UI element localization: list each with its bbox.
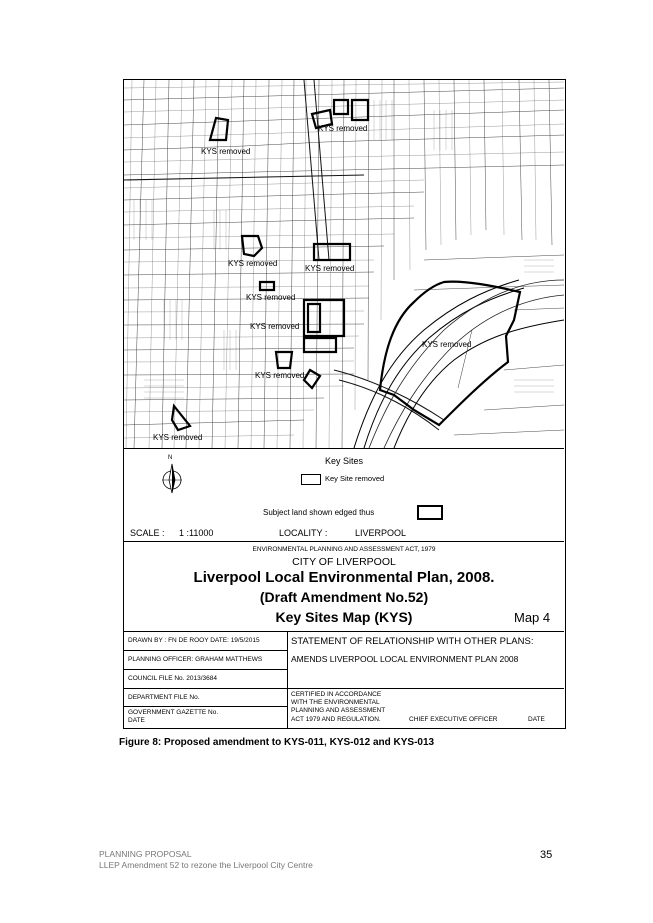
north-label: N [168, 455, 173, 461]
row-divider [124, 669, 287, 670]
footer-subtitle: LLEP Amendment 52 to rezone the Liverpool City Centre [99, 860, 313, 870]
locality-label: LOCALITY : [279, 528, 328, 538]
kys-label: KYS removed [246, 293, 296, 302]
council-file: COUNCIL FILE No. 2013/3684 [128, 675, 217, 682]
kys-label: KYS removed [153, 433, 203, 442]
city-heading: CITY OF LIVERPOOL [292, 556, 396, 568]
legend-section [124, 448, 564, 542]
row-divider [124, 688, 564, 689]
subject-land-swatch [417, 505, 443, 520]
act-heading: ENVIRONMENTAL PLANNING AND ASSESSMENT ACT, 1979 [252, 546, 436, 553]
legend-title: Key Sites [324, 456, 364, 466]
cadastral-map [124, 80, 564, 448]
map-number: Map 4 [514, 610, 551, 625]
department-file: DEPARTMENT FILE No. [128, 694, 200, 701]
page-number: 35 [540, 849, 553, 861]
certified-line: WITH THE ENVIRONMENTAL [291, 699, 380, 706]
north-arrow-icon [160, 455, 184, 495]
kys-label: KYS removed [318, 124, 368, 133]
ceo-date-label: DATE [528, 716, 545, 723]
kys-label: KYS removed [250, 322, 300, 331]
row-divider [124, 650, 287, 651]
figure-caption: Figure 8: Proposed amendment to KYS-011, KYS-012 and KYS-013 [119, 737, 435, 748]
statement-body: AMENDS LIVERPOOL LOCAL ENVIRONMENT PLAN 2008 [291, 654, 519, 664]
drawn-by: DRAWN BY : FN DE ROOY DATE: 19/5/2015 [128, 637, 260, 644]
kys-label: KYS removed [228, 259, 278, 268]
kys-label: KYS removed [255, 371, 305, 380]
river [369, 280, 564, 448]
legend-item-label: Key Site removed [325, 474, 385, 483]
planning-officer: PLANNING OFFICER: GRAHAM MATTHEWS [128, 656, 263, 663]
statement-title: STATEMENT OF RELATIONSHIP WITH OTHER PLANS: [291, 636, 534, 647]
scale-value: 1 :11000 [179, 528, 214, 538]
footer-title: PLANNING PROPOSAL [99, 849, 192, 859]
kys-label: KYS removed [305, 264, 355, 273]
railway [354, 280, 564, 448]
gazette-date: DATE [128, 717, 145, 724]
gazette-number: GOVERNMENT GAZETTE No. [128, 709, 219, 716]
certified-line: CERTIFIED IN ACCORDANCE [291, 691, 382, 698]
map-name: Key Sites Map (KYS) [275, 609, 413, 625]
row-divider [124, 706, 287, 707]
kys-label: KYS removed [422, 340, 472, 349]
subject-land-text: Subject land shown edged thus [263, 508, 375, 517]
key-site-removed-swatch [301, 474, 321, 485]
ceo-label: CHIEF EXECUTIVE OFFICER [409, 716, 498, 723]
info-block [124, 631, 564, 729]
map-sheet [123, 79, 566, 729]
column-divider [287, 632, 288, 729]
scale-label: SCALE : [130, 528, 165, 538]
locality-value: LIVERPOOL [355, 528, 407, 538]
plan-title: Liverpool Local Environmental Plan, 2008. [193, 569, 495, 586]
draft-amendment-title: (Draft Amendment No.52) [259, 589, 429, 605]
certified-line: ACT 1979 AND REGULATION. [291, 716, 381, 723]
kys-label: KYS removed [201, 147, 251, 156]
certified-line: PLANNING AND ASSESSMENT [291, 707, 386, 714]
title-block [124, 541, 564, 632]
